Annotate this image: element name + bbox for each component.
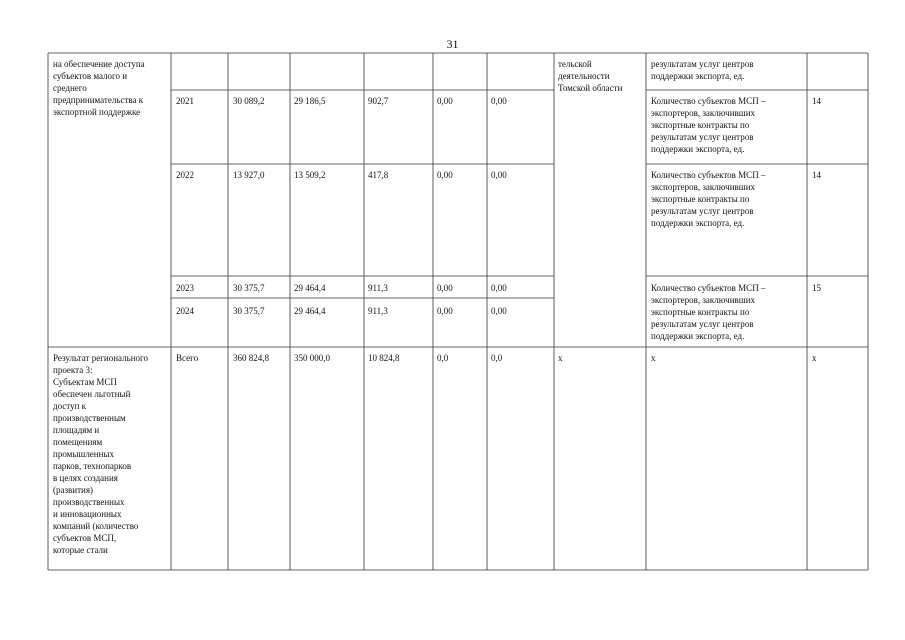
result-period-cell: Всего [176,353,199,363]
federal-cell-2021: 29 186,5 [294,96,326,106]
result-executor-cell: x [558,353,563,363]
value-cell-2023-2024: 15 [812,283,821,293]
year-cell-2023: 2023 [176,283,194,293]
total-cell-2021: 30 089,2 [233,96,265,106]
regional-cell-2024: 911,3 [368,306,388,316]
other-cell-2023: 0,00 [491,283,507,293]
result-federal-cell: 350 000,0 [294,353,330,363]
year-cell-2021: 2021 [176,96,194,106]
result-other-cell: 0,0 [491,353,503,363]
value-cell-2022: 14 [812,170,821,180]
other-cell-2024: 0,00 [491,306,507,316]
indicator-cell-2022: Количество субъектов МСП – экспортеров, заключивших экспортные контракты по результатам услуг центров поддержки экспорта, ед. [651,170,766,228]
regional-cell-2021: 902,7 [368,96,389,106]
municipal-cell-2023: 0,00 [437,283,453,293]
indicator-cell-2023-2024: Количество субъектов МСП – экспортеров, заключивших экспортные контракты по результатам услуг центров поддержки экспорта, ед. [651,283,766,341]
result-value-cell: x [812,353,817,363]
year-cell-2022: 2022 [176,170,194,180]
total-cell-2023: 30 375,7 [233,283,265,293]
page-number: 31 [446,37,459,51]
federal-cell-2023: 29 464,4 [294,283,326,293]
result-total-cell: 360 824,8 [233,353,269,363]
federal-cell-2022: 13 509,2 [294,170,326,180]
other-cell-2022: 0,00 [491,170,507,180]
indicator-continued-cell: результатам услуг центров поддержки экспорта, ед. [651,59,754,81]
result-indicator-cell: x [651,353,656,363]
result-name-cell: Результат регионального проекта 3: Субъектам МСП обеспечен льготный доступ к производственным площадям и помещениям промышленных парков, технопарков в целях создания (развития) производственных и инновационных компаний (количество субъектов МСП, которые стали [53,353,148,555]
year-cell-2024: 2024 [176,306,194,316]
municipal-cell-2021: 0,00 [437,96,453,106]
municipal-cell-2022: 0,00 [437,170,453,180]
total-cell-2024: 30 375,7 [233,306,265,316]
indicator-cell-2021: Количество субъектов МСП – экспортеров, заключивших экспортные контракты по результатам услуг центров поддержки экспорта, ед. [651,96,766,154]
regional-cell-2023: 911,3 [368,283,388,293]
result-municipal-cell: 0,0 [437,353,449,363]
federal-cell-2024: 29 464,4 [294,306,326,316]
regional-cell-2022: 417,8 [368,170,389,180]
executor-cell: тельской деятельности Томской области [558,59,623,93]
other-cell-2021: 0,00 [491,96,507,106]
result-regional-cell: 10 824,8 [368,353,400,363]
value-cell-2021: 14 [812,96,821,106]
total-cell-2022: 13 927,0 [233,170,265,180]
measure-name-cell: на обеспечение доступа субъектов малого и среднего предпринимательства к экспортной поддержке [53,59,145,117]
municipal-cell-2024: 0,00 [437,306,453,316]
